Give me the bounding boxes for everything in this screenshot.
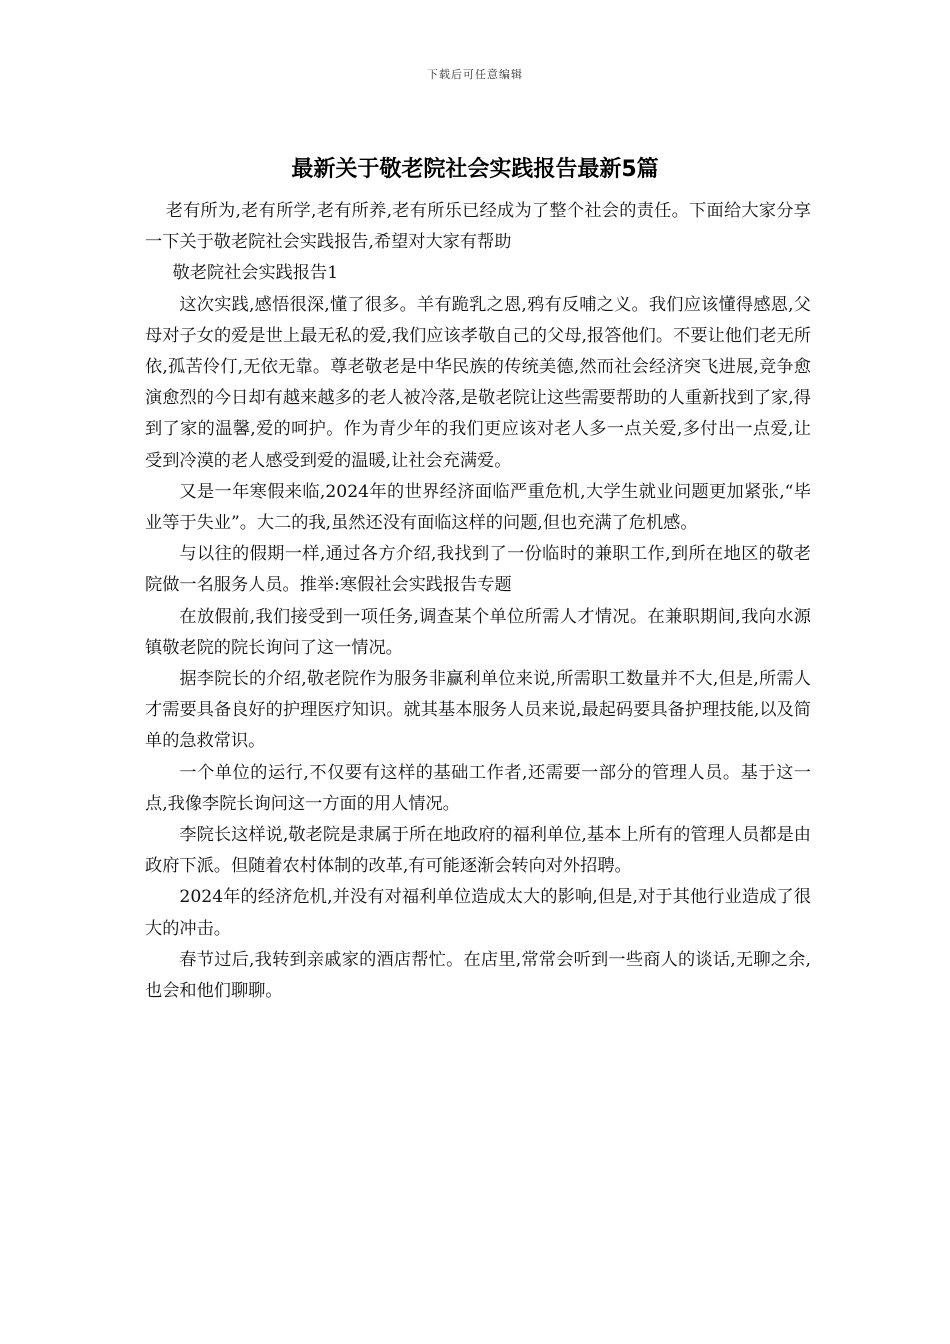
body-paragraph: 据李院长的介绍,敬老院作为服务非赢利单位来说,所需职工数量并不大,但是,所需人才需要具备良好的护理医疗知识。就其基本服务人员来说,最起码要具备护理技能,以及简单的急救常识。 [145,669,811,752]
body-paragraph: 在放假前,我们接受到一项任务,调查某个单位所需人才情况。在兼职期间,我向水源镇敬老院的院长询问了这一情况。 [145,606,811,658]
section-heading: 敬老院社会实践报告1 [172,263,339,284]
body-paragraph: 春节过后,我转到亲戚家的酒店帮忙。在店里,常常会听到一些商人的谈话,无聊之余,也会和他们聊聊。 [145,949,811,1002]
header-note: 下载后可任意编辑 [427,68,523,81]
body-paragraph: 李院长这样说,敬老院是隶属于所在地政府的福利单位,基本上所有的管理人员都是由政府下派。但随着农村体制的改革,有可能逐渐会转向对外招聘。 [145,825,811,877]
body-paragraph: 与以往的假期一样,通过各方介绍,我找到了一份临时的兼职工作,到所在地区的敬老院做一名服务人员。推举:寒假社会实践报告专题 [145,544,811,596]
document-title: 最新关于敬老院社会实践报告最新5篇 [291,157,659,182]
body-paragraph: 2024年的经济危机,并没有对福利单位造成太大的影响,但是,对于其他行业造成了很大的冲击。 [145,887,811,939]
body-paragraph: 这次实践,感悟很深,懂了很多。羊有跪乳之恩,鸦有反哺之义。我们应该懂得感恩,父母对子女的爱是世上最无私的爱,我们应该孝敬自己的父母,报答他们。不要让他们老无所依,孤苦伶仃,无依无靠。尊老敬老是中华民族的传统美德,然而社会经济突飞进展,竞争愈演愈烈的今日却有越来越多的老人被冷落,是敬老院让这些需要帮助的人重新找到了家,得到了家的温馨,爱的呵护。作为青少年的我们更应该对老人多一点关爱,多付出一点爱,让受到冷漠的老人感受到爱的温暖,让社会充满爱。 [145,294,811,471]
body-paragraph: 一个单位的运行,不仅要有这样的基础工作者,还需要一部分的管理人员。基于这一点,我像李院长询问这一方面的用人情况。 [145,762,811,814]
document-body [145,196,811,1007]
intro-paragraph: 老有所为,老有所学,老有所养,老有所乐已经成为了整个社会的责任。下面给大家分享一下关于敬老院社会实践报告,希望对大家有帮助 [145,201,811,253]
body-paragraph: 又是一年寒假来临,2024年的世界经济面临严重危机,大学生就业问题更加紧张,“毕业等于失业”。大二的我,虽然还没有面临这样的问题,但也充满了危机感。 [145,481,811,534]
